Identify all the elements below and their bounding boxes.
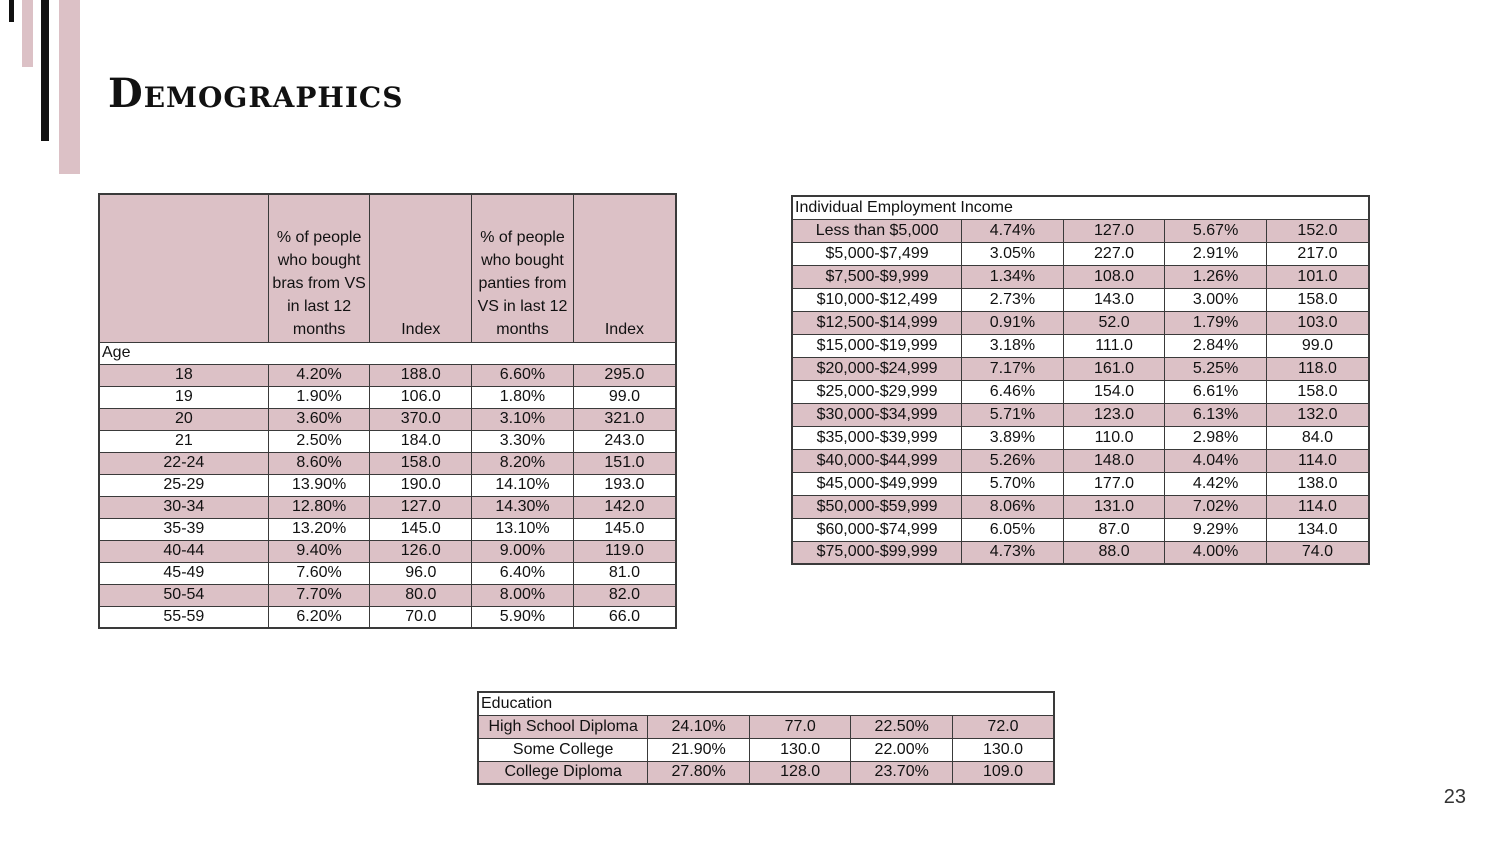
education-table <box>477 691 1055 785</box>
age-table-row <box>99 364 676 386</box>
education-table-cell: High School Diploma <box>478 715 648 738</box>
income-table-cell: $40,000-$44,999 <box>792 449 962 472</box>
age-table-body <box>99 342 676 628</box>
income-table-cell: 114.0 <box>1266 449 1369 472</box>
education-table-cell: 22.50% <box>851 715 953 738</box>
income-table-cell: 88.0 <box>1063 541 1165 564</box>
income-table-cell: 2.91% <box>1165 242 1267 265</box>
age-table-cell: 3.60% <box>268 408 370 430</box>
income-table-cell: 177.0 <box>1063 472 1165 495</box>
age-table-cell: 40-44 <box>99 540 268 562</box>
education-table-cell: 24.10% <box>648 715 750 738</box>
income-table-cell: 6.13% <box>1165 403 1267 426</box>
income-table-row <box>792 541 1369 564</box>
age-table-cell: 6.20% <box>268 606 370 628</box>
income-table-cell: 161.0 <box>1063 357 1165 380</box>
education-table-cell: College Diploma <box>478 761 648 784</box>
income-table-cell: 118.0 <box>1266 357 1369 380</box>
education-table-cell: 23.70% <box>851 761 953 784</box>
income-table-cell: $20,000-$24,999 <box>792 357 962 380</box>
income-table-cell: 1.34% <box>962 265 1064 288</box>
age-table-cell: 8.60% <box>268 452 370 474</box>
age-table-cell: 30-34 <box>99 496 268 518</box>
age-table-cell: 8.20% <box>472 452 574 474</box>
age-table-cell: 119.0 <box>573 540 676 562</box>
income-table-cell: $50,000-$59,999 <box>792 495 962 518</box>
income-table-cell: 1.79% <box>1165 311 1267 334</box>
income-table-cell: $60,000-$74,999 <box>792 518 962 541</box>
age-table-cell: 4.20% <box>268 364 370 386</box>
income-table-row <box>792 380 1369 403</box>
page-number: 23 <box>1443 786 1466 808</box>
age-table-cell: 190.0 <box>370 474 472 496</box>
age-table-row <box>99 386 676 408</box>
education-table-cell: 130.0 <box>749 738 850 761</box>
income-table-cell: 108.0 <box>1063 265 1165 288</box>
age-table-cell: 19 <box>99 386 268 408</box>
income-table-row <box>792 288 1369 311</box>
income-table-cell: 3.89% <box>962 426 1064 449</box>
age-table-cell: 13.10% <box>472 518 574 540</box>
decor-pink-thin-bar <box>22 0 33 67</box>
age-table-cell: 7.70% <box>268 584 370 606</box>
income-table-cell: 4.04% <box>1165 449 1267 472</box>
age-table-row <box>99 518 676 540</box>
age-table-cell: 55-59 <box>99 606 268 628</box>
age-table-row <box>99 408 676 430</box>
age-table-cell: 127.0 <box>370 496 472 518</box>
age-header-bras-pct: % of people who bought bras from VS in last 12 months <box>268 194 370 342</box>
income-table-row <box>792 472 1369 495</box>
age-table-cell: 12.80% <box>268 496 370 518</box>
income-table-cell: $12,500-$14,999 <box>792 311 962 334</box>
income-table-cell: 158.0 <box>1266 288 1369 311</box>
education-table-cell: Some College <box>478 738 648 761</box>
age-table-cell: 142.0 <box>573 496 676 518</box>
income-table-cell: Less than $5,000 <box>792 219 962 242</box>
age-table-cell: 22-24 <box>99 452 268 474</box>
age-table-row <box>99 452 676 474</box>
age-table-cell: 6.40% <box>472 562 574 584</box>
income-table-cell: 8.06% <box>962 495 1064 518</box>
income-table-cell: 143.0 <box>1063 288 1165 311</box>
age-table-cell: 66.0 <box>573 606 676 628</box>
age-table-cell: 18 <box>99 364 268 386</box>
income-table-cell: 1.26% <box>1165 265 1267 288</box>
age-table-cell: 96.0 <box>370 562 472 584</box>
age-table-cell: 14.30% <box>472 496 574 518</box>
age-table-cell: 14.10% <box>472 474 574 496</box>
age-table <box>98 193 677 629</box>
age-table-cell: 82.0 <box>573 584 676 606</box>
age-table-cell: 2.50% <box>268 430 370 452</box>
income-table-cell: 4.73% <box>962 541 1064 564</box>
age-table-cell: 13.90% <box>268 474 370 496</box>
age-table-cell: 158.0 <box>370 452 472 474</box>
age-table-cell: 21 <box>99 430 268 452</box>
age-header-panties-index: Index <box>573 194 676 342</box>
income-section-label: Individual Employment Income <box>792 196 1369 219</box>
income-table-cell: 131.0 <box>1063 495 1165 518</box>
income-table-cell: 0.91% <box>962 311 1064 334</box>
age-table-header-row <box>99 194 676 342</box>
age-table-cell: 3.10% <box>472 408 574 430</box>
income-table-row <box>792 518 1369 541</box>
income-table-cell: $25,000-$29,999 <box>792 380 962 403</box>
income-table-cell: $5,000-$7,499 <box>792 242 962 265</box>
age-table-row <box>99 606 676 628</box>
age-table-cell: 6.60% <box>472 364 574 386</box>
income-table-cell: 2.98% <box>1165 426 1267 449</box>
income-table-cell: 87.0 <box>1063 518 1165 541</box>
education-table-cell: 22.00% <box>851 738 953 761</box>
age-table-row <box>99 496 676 518</box>
age-table-cell: 321.0 <box>573 408 676 430</box>
income-table-cell: $30,000-$34,999 <box>792 403 962 426</box>
age-table-cell: 35-39 <box>99 518 268 540</box>
decor-black-bar <box>41 0 49 141</box>
income-table-cell: 111.0 <box>1063 334 1165 357</box>
education-table-row <box>478 761 1054 784</box>
education-table-cell: 72.0 <box>952 715 1054 738</box>
income-table-row <box>792 219 1369 242</box>
income-table-cell: 7.02% <box>1165 495 1267 518</box>
income-table-row <box>792 403 1369 426</box>
income-table-cell: 5.67% <box>1165 219 1267 242</box>
age-table-cell: 13.20% <box>268 518 370 540</box>
income-table-cell: 3.00% <box>1165 288 1267 311</box>
age-table-cell: 151.0 <box>573 452 676 474</box>
age-table-cell: 188.0 <box>370 364 472 386</box>
age-table-row <box>99 430 676 452</box>
income-table-cell: 101.0 <box>1266 265 1369 288</box>
income-table-cell: 84.0 <box>1266 426 1369 449</box>
income-table-cell: 4.00% <box>1165 541 1267 564</box>
income-table <box>791 195 1370 565</box>
age-table-cell: 106.0 <box>370 386 472 408</box>
income-table-cell: 127.0 <box>1063 219 1165 242</box>
education-table-cell: 21.90% <box>648 738 750 761</box>
income-table-cell: 74.0 <box>1266 541 1369 564</box>
education-section-label: Education <box>478 692 1054 715</box>
income-table-cell: 134.0 <box>1266 518 1369 541</box>
age-table-cell: 25-29 <box>99 474 268 496</box>
age-section-label: Age <box>99 342 676 364</box>
age-table-cell: 70.0 <box>370 606 472 628</box>
income-table-row <box>792 334 1369 357</box>
income-table-cell: 158.0 <box>1266 380 1369 403</box>
income-table-cell: $45,000-$49,999 <box>792 472 962 495</box>
income-table-cell: 148.0 <box>1063 449 1165 472</box>
income-table-cell: 3.05% <box>962 242 1064 265</box>
income-table-cell: 5.70% <box>962 472 1064 495</box>
age-header-panties-pct: % of people who bought panties from VS in last 12 months <box>472 194 574 342</box>
age-table-cell: 99.0 <box>573 386 676 408</box>
age-table-cell: 193.0 <box>573 474 676 496</box>
income-table-cell: 132.0 <box>1266 403 1369 426</box>
education-table-body <box>478 692 1054 784</box>
age-table-cell: 370.0 <box>370 408 472 430</box>
income-table-cell: 3.18% <box>962 334 1064 357</box>
income-table-cell: 154.0 <box>1063 380 1165 403</box>
education-table-cell: 130.0 <box>952 738 1054 761</box>
age-table-row <box>99 474 676 496</box>
income-table-row <box>792 449 1369 472</box>
age-table-cell: 145.0 <box>573 518 676 540</box>
income-table-cell: 152.0 <box>1266 219 1369 242</box>
age-table-cell: 7.60% <box>268 562 370 584</box>
income-table-cell: 6.05% <box>962 518 1064 541</box>
age-table-cell: 1.90% <box>268 386 370 408</box>
age-table-cell: 295.0 <box>573 364 676 386</box>
income-table-cell: $10,000-$12,499 <box>792 288 962 311</box>
income-table-cell: 114.0 <box>1266 495 1369 518</box>
age-table-cell: 126.0 <box>370 540 472 562</box>
age-table-row <box>99 584 676 606</box>
age-table-cell: 145.0 <box>370 518 472 540</box>
income-table-row <box>792 426 1369 449</box>
age-header-blank <box>99 194 268 342</box>
income-table-cell: $35,000-$39,999 <box>792 426 962 449</box>
age-header-bras-index: Index <box>370 194 472 342</box>
income-table-cell: 99.0 <box>1266 334 1369 357</box>
education-table-cell: 77.0 <box>749 715 850 738</box>
income-table-cell: 6.61% <box>1165 380 1267 403</box>
income-table-cell: 5.25% <box>1165 357 1267 380</box>
income-table-row <box>792 265 1369 288</box>
income-table-cell: 52.0 <box>1063 311 1165 334</box>
age-table-cell: 9.40% <box>268 540 370 562</box>
education-table-cell: 27.80% <box>648 761 750 784</box>
age-table-cell: 50-54 <box>99 584 268 606</box>
income-table-cell: $15,000-$19,999 <box>792 334 962 357</box>
decor-black-stub <box>9 0 14 22</box>
education-table-cell: 109.0 <box>952 761 1054 784</box>
age-table-cell: 81.0 <box>573 562 676 584</box>
age-table-row <box>99 562 676 584</box>
income-table-cell: 138.0 <box>1266 472 1369 495</box>
income-table-cell: 110.0 <box>1063 426 1165 449</box>
age-table-cell: 8.00% <box>472 584 574 606</box>
income-table-cell: 5.26% <box>962 449 1064 472</box>
education-table-cell: 128.0 <box>749 761 850 784</box>
income-table-cell: 9.29% <box>1165 518 1267 541</box>
education-table-row <box>478 738 1054 761</box>
income-table-cell: 4.42% <box>1165 472 1267 495</box>
age-table-cell: 243.0 <box>573 430 676 452</box>
income-table-row <box>792 311 1369 334</box>
age-table-cell: 184.0 <box>370 430 472 452</box>
income-table-cell: 5.71% <box>962 403 1064 426</box>
income-table-cell: 103.0 <box>1266 311 1369 334</box>
age-table-row <box>99 540 676 562</box>
income-table-cell: $75,000-$99,999 <box>792 541 962 564</box>
age-table-cell: 45-49 <box>99 562 268 584</box>
income-table-cell: 4.74% <box>962 219 1064 242</box>
income-table-body <box>792 196 1369 564</box>
income-table-cell: 2.84% <box>1165 334 1267 357</box>
income-table-cell: 7.17% <box>962 357 1064 380</box>
age-table-cell: 9.00% <box>472 540 574 562</box>
income-table-cell: 6.46% <box>962 380 1064 403</box>
income-table-cell: 123.0 <box>1063 403 1165 426</box>
income-table-row <box>792 357 1369 380</box>
income-table-cell: $7,500-$9,999 <box>792 265 962 288</box>
age-table-cell: 3.30% <box>472 430 574 452</box>
age-table-cell: 80.0 <box>370 584 472 606</box>
income-table-row <box>792 495 1369 518</box>
income-table-cell: 227.0 <box>1063 242 1165 265</box>
education-table-row <box>478 715 1054 738</box>
age-table-cell: 5.90% <box>472 606 574 628</box>
income-table-row <box>792 242 1369 265</box>
decor-pink-bar <box>59 0 80 174</box>
income-table-cell: 217.0 <box>1266 242 1369 265</box>
age-table-cell: 20 <box>99 408 268 430</box>
age-table-cell: 1.80% <box>472 386 574 408</box>
income-table-cell: 2.73% <box>962 288 1064 311</box>
slide-title: Demographics <box>108 70 404 117</box>
